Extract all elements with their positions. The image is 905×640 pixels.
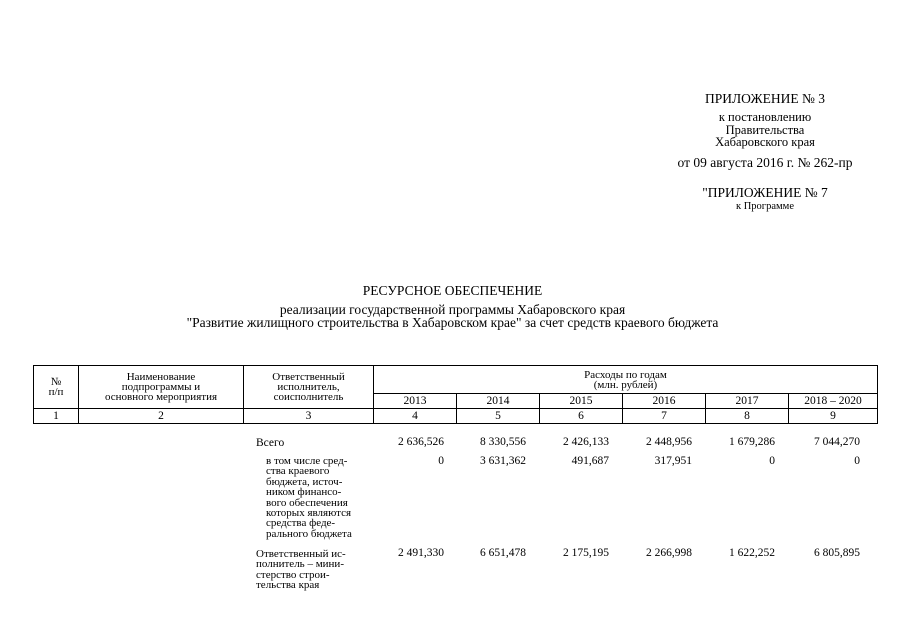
- colnum-9: 9: [789, 409, 878, 424]
- row-executor-2017: 1 622,252: [729, 547, 775, 559]
- colnum-4: 4: [374, 409, 457, 424]
- appendix-government: Правительства: [725, 123, 805, 137]
- row-federal-2015: 491,687: [571, 455, 609, 467]
- header-col-name: Наименование подпрограммы и основного мероприятия: [79, 366, 244, 409]
- to-program-label: к Программе: [736, 201, 794, 212]
- header-year-2015: 2015: [540, 394, 623, 409]
- header-year-2017: 2017: [706, 394, 789, 409]
- row-total-2014: 8 330,556: [480, 436, 526, 448]
- row-executor-2014: 6 651,478: [480, 547, 526, 559]
- colnum-2: 2: [79, 409, 244, 424]
- colnum-7: 7: [623, 409, 706, 424]
- row-executor-2015: 2 175,195: [563, 547, 609, 559]
- row-total-2013: 2 636,526: [398, 436, 444, 448]
- row-executor-2013: 2 491,330: [398, 547, 444, 559]
- colnum-3: 3: [244, 409, 374, 424]
- row-total-2017: 1 679,286: [729, 436, 775, 448]
- row-federal-2013: 0: [438, 455, 444, 467]
- row-total-2015: 2 426,133: [563, 436, 609, 448]
- colnum-8: 8: [706, 409, 789, 424]
- row-federal-2016: 317,951: [654, 455, 692, 467]
- row-total-2018-2020: 7 044,270: [814, 436, 860, 448]
- row-executor-2018-2020: 6 805,895: [814, 547, 860, 559]
- row-federal-2018-2020: 0: [854, 455, 860, 467]
- row-total-2016: 2 448,956: [646, 436, 692, 448]
- row-total-label: Всего: [256, 437, 285, 449]
- document-subtitle-line1: реализации государственной программы Хабаровского края: [279, 302, 626, 317]
- resolution-date: от 09 августа 2016 г. № 262-пр: [677, 155, 853, 170]
- row-federal-2014: 3 631,362: [480, 455, 526, 467]
- colnum-6: 6: [540, 409, 623, 424]
- document-title: РЕСУРСНОЕ ОБЕСПЕЧЕНИЕ: [362, 283, 543, 298]
- row-federal-label: в том числе сред- ства краевого бюджета, источ- ником финансо- вого обеспечения которых являются средства феде- рального бюджета: [266, 455, 352, 540]
- document-subtitle-line2: "Развитие жилищного строительства в Хабаровском крае" за счет средств краевого бюджета: [186, 315, 719, 330]
- header-year-2014: 2014: [457, 394, 540, 409]
- appendix-number: ПРИЛОЖЕНИЕ № 3: [704, 91, 826, 106]
- header-col-expenses: Расходы по годам (млн. рублей): [374, 366, 878, 394]
- appendix-to-resolution: к постановлению: [718, 110, 812, 124]
- appendix-region: Хабаровского края: [715, 135, 815, 149]
- resource-table-header: [33, 365, 878, 424]
- colnum-1: 1: [34, 409, 79, 424]
- header-col-executor: Ответственный исполнитель, соисполнитель: [244, 366, 374, 409]
- header-year-2018-2020: 2018 – 2020: [789, 394, 878, 409]
- row-executor-2016: 2 266,998: [646, 547, 692, 559]
- appendix7-label: "ПРИЛОЖЕНИЕ № 7: [702, 185, 828, 200]
- header-year-2016: 2016: [623, 394, 706, 409]
- header-year-2013: 2013: [374, 394, 457, 409]
- row-federal-2017: 0: [769, 455, 775, 467]
- row-executor-label: Ответственный ис- полнитель – мини- стерство строи- тельства края: [256, 548, 346, 592]
- header-col-no: № п/п: [34, 366, 79, 409]
- colnum-5: 5: [457, 409, 540, 424]
